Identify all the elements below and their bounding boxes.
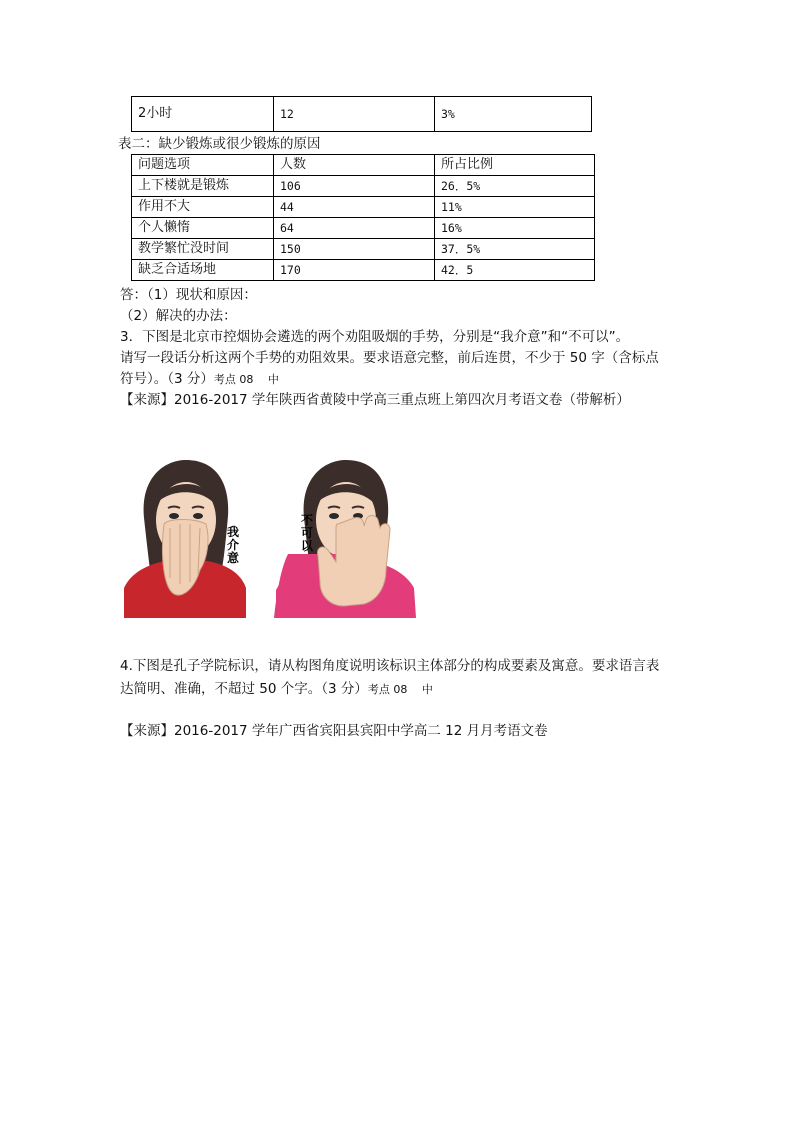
table-cell: 3% (435, 97, 592, 132)
table-header-row (132, 155, 595, 176)
table-row (132, 197, 595, 218)
table-cell: 上下楼就是锻炼 (132, 176, 274, 197)
table-row (132, 260, 595, 281)
q4-line-one: 4.下图是孔子学院标识，请从构图角度说明该标识主体部分的构成要素及寓意。要求语言表 (120, 658, 660, 674)
table-one (131, 96, 592, 132)
table-row (132, 97, 592, 132)
q4-meta: 考点 08 中 (367, 683, 433, 696)
q3-source: 【来源】2016-2017 学年陕西省黄陵中学高三重点班上第四次月考语文卷（带解析） (120, 392, 630, 408)
table-header-cell: 人数 (274, 155, 435, 176)
answer-line-one: 答：（1）现状和原因： (120, 287, 257, 303)
table-two (131, 154, 595, 281)
q3-line-three-text: 符号）。（3 分） (120, 371, 214, 387)
table-cell: 42．5 (435, 260, 595, 281)
q4-source: 【来源】2016-2017 学年广西省宾阳县宾阳中学高二 12 月月考语文卷 (120, 723, 548, 739)
table-two-caption: 表二：缺少锻炼或很少锻炼的原因 (118, 136, 321, 152)
q3-meta: 考点 08 中 (213, 373, 279, 386)
table-cell: 150 (274, 239, 435, 260)
q3-line-one: 3．下图是北京市控烟协会遴选的两个劝阻吸烟的手势，分别是“我介意”和“不可以”。 (120, 329, 630, 345)
table-row (132, 218, 595, 239)
table-cell: 11% (435, 197, 595, 218)
label-wo-jie-yi: 我介意 (226, 525, 239, 565)
table-row (132, 239, 595, 260)
table-cell: 106 (274, 176, 435, 197)
table-cell: 作用不大 (132, 197, 274, 218)
table-cell: 12 (274, 97, 435, 132)
table-header-cell: 问题选项 (132, 155, 274, 176)
table-cell: 64 (274, 218, 435, 239)
table-cell: 16% (435, 218, 595, 239)
table-cell: 37．5% (435, 239, 595, 260)
table-cell: 个人懒惰 (132, 218, 274, 239)
q3-line-two: 请写一段话分析这两个手势的劝阻效果。要求语意完整，前后连贯，不少于 50 字（含标点 (120, 350, 659, 366)
table-cell: 170 (274, 260, 435, 281)
table-cell: 26．5% (435, 176, 595, 197)
table-cell: 缺乏合适场地 (132, 260, 274, 281)
label-bu-ke-yi: 不可以 (300, 513, 313, 553)
answer-line-two: （2）解决的办法： (120, 308, 237, 324)
q4-line-two-text: 达简明、准确，不超过 50 个字。（3 分） (120, 681, 368, 697)
gesture-illustration-icon (124, 458, 420, 618)
table-header-cell: 所占比例 (435, 155, 595, 176)
q3-line-three (120, 369, 279, 390)
gesture-figure (124, 458, 420, 618)
table-cell: 44 (274, 197, 435, 218)
girl-stop-gesture-icon (274, 460, 416, 618)
q4-line-two (120, 679, 433, 700)
table-cell: 2小时 (132, 97, 274, 132)
table-row (132, 176, 595, 197)
table-cell: 教学繁忙没时间 (132, 239, 274, 260)
